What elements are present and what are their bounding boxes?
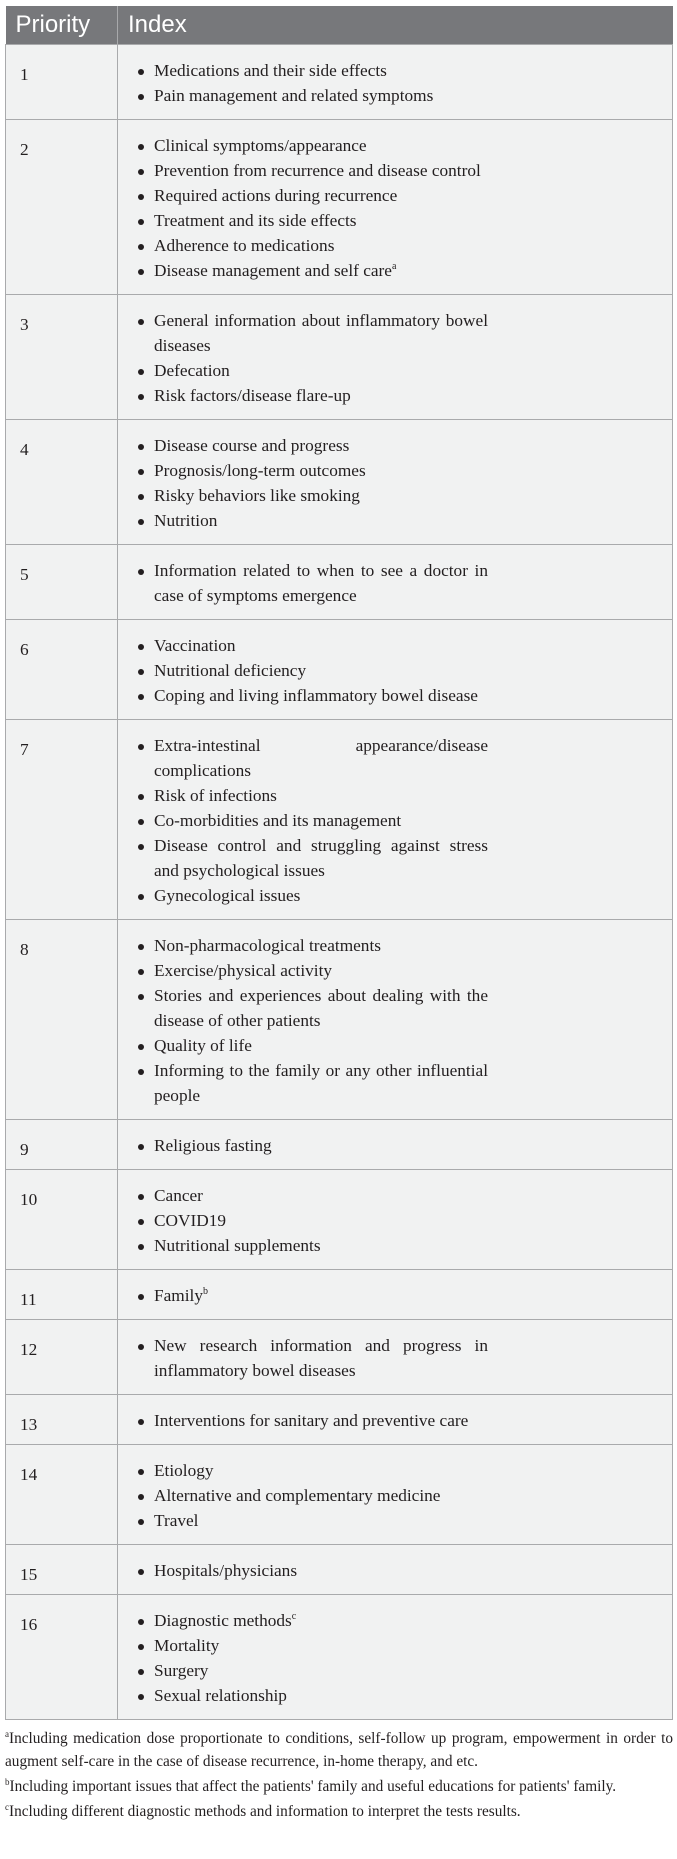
priority-cell: 3	[6, 295, 118, 420]
footnotes	[5, 1727, 673, 1823]
footnote-marker: a	[391, 261, 397, 272]
list-item-text: Mortality	[154, 1636, 220, 1655]
header-index: Index	[118, 6, 673, 45]
table-row	[6, 1270, 673, 1320]
list-item-text: Disease course and progress	[154, 436, 350, 455]
priority-cell: 11	[6, 1270, 118, 1320]
priority-cell: 1	[6, 45, 118, 120]
table-row	[6, 545, 673, 620]
list-item-text: Gynecological issues	[154, 886, 301, 905]
index-list	[136, 1458, 488, 1533]
list-item-text: Extra-intestinal appearance/disease complications	[154, 736, 488, 780]
index-list	[136, 433, 488, 533]
index-list	[136, 558, 488, 608]
list-item	[136, 1508, 488, 1533]
priority-cell: 13	[6, 1395, 118, 1445]
footnote-text: Including important issues that affect the patients' family and useful educations for patients' family.	[9, 1778, 617, 1795]
index-cell	[118, 1320, 673, 1395]
list-item-text: Nutrition	[154, 511, 218, 530]
footnote-marker: c	[291, 1611, 297, 1622]
list-item	[136, 833, 488, 883]
list-item-text: Information related to when to see a doctor in case of symptoms emergence	[154, 561, 488, 605]
index-list	[136, 133, 488, 283]
list-item	[136, 1683, 488, 1708]
list-item-text: Informing to the family or any other influential people	[154, 1061, 488, 1105]
document	[5, 6, 673, 1825]
list-item-text: Family	[154, 1286, 203, 1305]
footnote	[5, 1775, 673, 1798]
priority-cell: 5	[6, 545, 118, 620]
list-item	[136, 158, 488, 183]
index-list	[136, 1133, 488, 1158]
footnote-mark: b	[5, 1777, 10, 1787]
index-list	[136, 633, 488, 708]
list-item	[136, 1033, 488, 1058]
table-row	[6, 1120, 673, 1170]
priority-cell: 10	[6, 1170, 118, 1270]
index-cell	[118, 1270, 673, 1320]
index-cell	[118, 1120, 673, 1170]
list-item-text: Prognosis/long-term outcomes	[154, 461, 366, 480]
list-item	[136, 683, 488, 708]
list-item	[136, 83, 488, 108]
table-row	[6, 295, 673, 420]
list-item	[136, 508, 488, 533]
list-item-text: Pain management and related symptoms	[154, 86, 434, 105]
table-row	[6, 620, 673, 720]
footnote-mark: c	[5, 1802, 9, 1812]
index-cell	[118, 720, 673, 920]
list-item	[136, 933, 488, 958]
list-item	[136, 558, 488, 608]
list-item	[136, 783, 488, 808]
list-item	[136, 1283, 488, 1308]
index-list	[136, 1558, 488, 1583]
list-item-text: Medications and their side effects	[154, 61, 387, 80]
list-item-text: Disease management and self care	[154, 261, 392, 280]
list-item-text: Etiology	[154, 1461, 214, 1480]
list-item	[136, 883, 488, 908]
list-item	[136, 808, 488, 833]
list-item-text: Risk of infections	[154, 786, 277, 805]
list-item-text: General information about inflammatory bowel diseases	[154, 311, 488, 355]
table-row	[6, 720, 673, 920]
index-cell	[118, 1445, 673, 1545]
list-item	[136, 1633, 488, 1658]
table-row	[6, 1170, 673, 1270]
list-item	[136, 58, 488, 83]
list-item	[136, 658, 488, 683]
list-item-text: Alternative and complementary medicine	[154, 1486, 441, 1505]
list-item	[136, 433, 488, 458]
list-item	[136, 1058, 488, 1108]
list-item-text: Surgery	[154, 1661, 209, 1680]
table-row	[6, 45, 673, 120]
priority-cell: 7	[6, 720, 118, 920]
table-row	[6, 120, 673, 295]
list-item-text: Coping and living inflammatory bowel disease	[154, 686, 478, 705]
list-item	[136, 1558, 488, 1583]
index-list	[136, 1408, 488, 1433]
index-cell	[118, 1595, 673, 1720]
index-list	[136, 1283, 488, 1308]
list-item	[136, 233, 488, 258]
index-cell	[118, 1170, 673, 1270]
list-item-text: Quality of life	[154, 1036, 252, 1055]
list-item-text: Vaccination	[154, 636, 236, 655]
footnote-text: Including medication dose proportionate to conditions, self-follow up program, empowerment in order to augment self-care in the case of disease recurrence, in-home therapy, and etc.	[5, 1730, 673, 1770]
list-item	[136, 133, 488, 158]
footnote-mark: a	[5, 1729, 9, 1739]
list-item-text: Religious fasting	[154, 1136, 272, 1155]
list-item-text: New research information and progress in inflammatory bowel diseases	[154, 1336, 488, 1380]
index-cell	[118, 920, 673, 1120]
list-item-text: Risky behaviors like smoking	[154, 486, 360, 505]
footnote	[5, 1800, 673, 1823]
index-cell	[118, 295, 673, 420]
index-cell	[118, 420, 673, 545]
index-list	[136, 733, 488, 908]
list-item	[136, 183, 488, 208]
list-item-text: Sexual relationship	[154, 1686, 287, 1705]
priority-cell: 8	[6, 920, 118, 1120]
list-item	[136, 1458, 488, 1483]
list-item	[136, 1658, 488, 1683]
list-item	[136, 1333, 488, 1383]
table-row	[6, 1395, 673, 1445]
list-item-text: Prevention from recurrence and disease control	[154, 161, 481, 180]
index-cell	[118, 1545, 673, 1595]
list-item	[136, 308, 488, 358]
list-item-text: Interventions for sanitary and preventive care	[154, 1411, 469, 1430]
index-list	[136, 58, 488, 108]
list-item	[136, 258, 488, 283]
list-item	[136, 1608, 488, 1633]
index-cell	[118, 620, 673, 720]
footnote	[5, 1727, 673, 1773]
list-item-text: Treatment and its side effects	[154, 211, 357, 230]
list-item-text: Cancer	[154, 1186, 203, 1205]
index-cell	[118, 1395, 673, 1445]
priority-cell: 16	[6, 1595, 118, 1720]
list-item	[136, 458, 488, 483]
list-item	[136, 633, 488, 658]
priority-cell: 9	[6, 1120, 118, 1170]
list-item	[136, 483, 488, 508]
footnote-marker: b	[202, 1286, 208, 1297]
index-cell	[118, 45, 673, 120]
table-row	[6, 420, 673, 545]
list-item-text: COVID19	[154, 1211, 227, 1230]
list-item-text: Risk factors/disease flare-up	[154, 386, 351, 405]
table-row	[6, 1320, 673, 1395]
list-item-text: Disease control and struggling against stress and psychological issues	[154, 836, 488, 880]
table-row	[6, 1595, 673, 1720]
list-item-text: Co-morbidities and its management	[154, 811, 402, 830]
list-item	[136, 958, 488, 983]
priority-cell: 2	[6, 120, 118, 295]
list-item	[136, 1408, 488, 1433]
priority-cell: 14	[6, 1445, 118, 1545]
list-item	[136, 733, 488, 783]
index-list	[136, 1183, 488, 1258]
table-header-row	[6, 6, 673, 45]
list-item-text: Nutritional supplements	[154, 1236, 321, 1255]
footnote-text: Including different diagnostic methods and information to interpret the tests results.	[9, 1803, 521, 1820]
table-body	[6, 45, 673, 1720]
index-list	[136, 1608, 488, 1708]
priority-cell: 6	[6, 620, 118, 720]
list-item	[136, 1233, 488, 1258]
index-cell	[118, 545, 673, 620]
list-item-text: Travel	[154, 1511, 199, 1530]
index-list	[136, 933, 488, 1108]
table-row	[6, 920, 673, 1120]
list-item-text: Defecation	[154, 361, 230, 380]
list-item-text: Clinical symptoms/appearance	[154, 136, 367, 155]
list-item	[136, 1208, 488, 1233]
list-item-text: Exercise/physical activity	[154, 961, 333, 980]
list-item-text: Stories and experiences about dealing with the disease of other patients	[154, 986, 488, 1030]
list-item-text: Diagnostic methods	[154, 1611, 292, 1630]
list-item-text: Adherence to medications	[154, 236, 335, 255]
index-cell	[118, 120, 673, 295]
list-item	[136, 1183, 488, 1208]
header-priority: Priority	[6, 6, 118, 45]
list-item	[136, 1483, 488, 1508]
list-item	[136, 983, 488, 1033]
index-list	[136, 308, 488, 408]
priority-cell: 15	[6, 1545, 118, 1595]
list-item	[136, 358, 488, 383]
list-item-text: Non-pharmacological treatments	[154, 936, 381, 955]
list-item-text: Nutritional deficiency	[154, 661, 307, 680]
list-item-text: Hospitals/physicians	[154, 1561, 298, 1580]
index-list	[136, 1333, 488, 1383]
list-item-text: Required actions during recurrence	[154, 186, 398, 205]
list-item	[136, 1133, 488, 1158]
table-row	[6, 1545, 673, 1595]
priority-cell: 4	[6, 420, 118, 545]
priority-cell: 12	[6, 1320, 118, 1395]
list-item	[136, 208, 488, 233]
table-row	[6, 1445, 673, 1545]
list-item	[136, 383, 488, 408]
priority-table	[5, 6, 673, 1720]
